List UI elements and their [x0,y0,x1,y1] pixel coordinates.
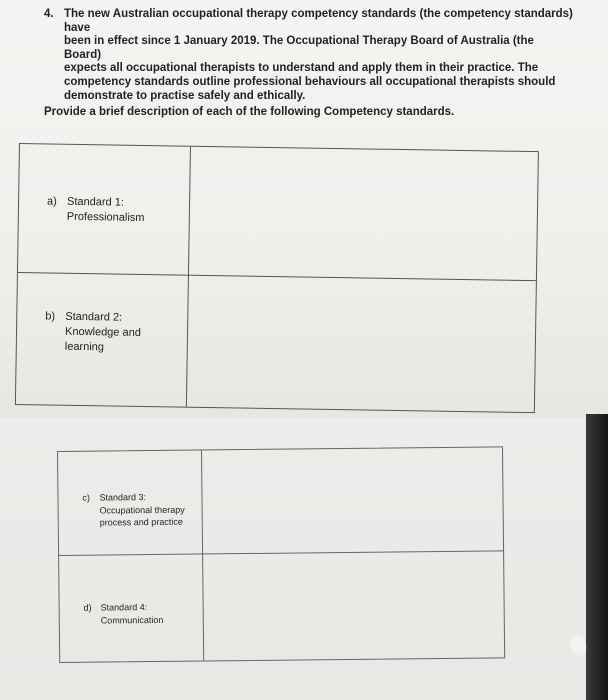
standard-name: Communication [100,614,164,626]
standard-name: learning [64,340,105,354]
standard-name: Knowledge and [64,325,141,339]
question-line: competency standards outline professional behaviours all occupational therapists should [64,75,556,88]
standard-title: Standard 4: [100,602,148,613]
question-4 [44,8,574,103]
standard-3-answer-cell[interactable] [203,447,503,552]
page-edge-shadow [586,414,608,700]
question-line: expects all occupational therapists to understand and apply them in their practice. The [64,62,539,75]
standard-marker: a) [46,195,57,208]
standard-marker: c) [82,492,91,503]
standard-marker: d) [83,602,92,613]
standard-marker: b) [45,310,56,323]
instruction-prompt: Provide a brief description of each of the following Competency standards. [44,106,455,118]
standard-3-label [82,491,184,530]
question-line: been in effect since 1 January 2019. The Occupational Therapy Board of Australia (the Board) [64,35,534,61]
standards-table-1 [15,143,539,413]
standard-name: Occupational therapy [99,504,185,516]
question-line: demonstrate to practise safely and ethically. [64,89,306,102]
standard-title: Standard 3: [99,492,147,503]
standard-1-label [47,194,145,226]
standard-2-answer-cell[interactable] [188,277,536,412]
standard-name: process and practice [99,516,183,528]
question-line: The new Australian occupational therapy competency standards (the competency standards) have [64,8,573,34]
standard-4-label [84,601,164,627]
standard-4-answer-cell[interactable] [204,552,504,660]
question-text [64,8,574,103]
standard-name: Professionalism [66,210,145,224]
question-number: 4. [44,8,54,20]
standards-table-2 [57,446,505,663]
standard-1-answer-cell[interactable] [190,147,538,279]
standard-title: Standard 2: [65,310,123,324]
standard-2-label [45,309,142,355]
standard-title: Standard 1: [66,195,125,209]
